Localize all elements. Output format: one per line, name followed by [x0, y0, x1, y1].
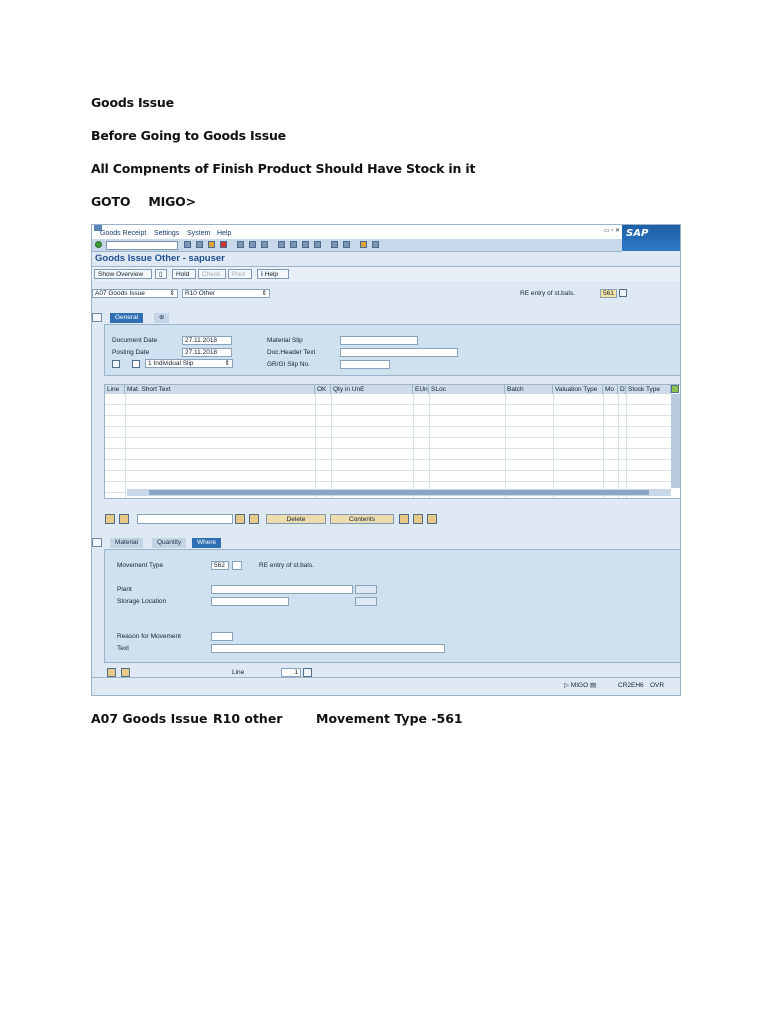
status-bar [92, 677, 680, 696]
page-title: Goods Issue Other - sapuser [95, 253, 225, 264]
column-divider [331, 394, 332, 498]
standard-toolbar [92, 239, 622, 252]
find-next-icon[interactable] [261, 241, 268, 248]
doc-instruction: All Compnents of Finish Product Should Have Stock in it [91, 161, 476, 176]
line-go-icon[interactable] [303, 668, 312, 677]
row-up-icon[interactable] [105, 514, 115, 524]
material-slip-label: Material Slip [267, 337, 303, 344]
slip-type-select[interactable] [145, 359, 233, 368]
doc-goto-tcode: MIGO> [148, 194, 196, 209]
find-icon[interactable] [249, 241, 256, 248]
caption-action: A07 Goods Issue [91, 711, 208, 726]
movement-type-description: RE entry of st.bals. [520, 290, 575, 297]
enter-icon[interactable] [95, 241, 102, 248]
plant-desc-field [355, 585, 377, 594]
col-header-mo[interactable]: Mo [603, 385, 618, 394]
previous-page-icon[interactable] [290, 241, 297, 248]
posting-date-field[interactable]: 27.11.2018 [182, 348, 232, 357]
info-icon: i [261, 271, 263, 278]
check-button[interactable]: Check [198, 269, 226, 279]
details-icon[interactable] [427, 514, 437, 524]
row-down-icon[interactable] [119, 514, 129, 524]
col-header-batch[interactable]: Batch [505, 385, 553, 394]
posting-date-label: Posting Date [112, 349, 150, 356]
status-tcode: ▷ MIGO ▤ [564, 682, 597, 689]
menu-bar [92, 225, 680, 239]
table-row[interactable] [105, 460, 671, 471]
help-button-label: Help [264, 271, 278, 278]
column-divider [626, 394, 627, 498]
search-next-icon[interactable] [235, 514, 245, 524]
doc-header-text-label: Doc.Header Text [267, 349, 316, 356]
column-divider [505, 394, 506, 498]
copy-icon[interactable] [399, 514, 409, 524]
delete-button[interactable]: Delete [266, 514, 326, 524]
next-page-icon[interactable] [302, 241, 309, 248]
doc-header-text-field[interactable] [340, 348, 458, 357]
window-controls-icon[interactable]: ▭ ▫ ✕ [603, 228, 620, 234]
caption-movement-type: Movement Type -561 [316, 711, 463, 726]
col-header-stock-type[interactable]: Stock Type [626, 385, 671, 394]
reference-select[interactable] [182, 289, 270, 298]
document-date-field[interactable]: 27.11.2018 [182, 336, 232, 345]
title-bar [92, 252, 680, 267]
material-slip-field[interactable] [340, 336, 418, 345]
document-date-label: Document Date [112, 337, 158, 344]
column-divider [618, 394, 619, 498]
help-button[interactable] [257, 269, 289, 279]
col-header-mat-short-text[interactable]: Mat. Short Text [125, 385, 315, 394]
table-row[interactable] [105, 416, 671, 427]
caption-reference: R10 other [213, 711, 283, 726]
grgi-slip-field[interactable] [340, 360, 390, 369]
status-tcode-value: MIGO [570, 682, 589, 689]
filter-icon[interactable] [249, 514, 259, 524]
col-header-eun[interactable]: EUn [415, 386, 428, 393]
text-field[interactable] [211, 644, 445, 653]
col-header-line[interactable]: Line [105, 385, 125, 394]
tab-material[interactable]: Material [110, 538, 143, 548]
storage-desc-field [355, 597, 377, 606]
status-server: CR2EH6 [618, 682, 644, 689]
col-header-sloc[interactable]: SLoc [429, 385, 505, 394]
layout-icon[interactable] [372, 241, 379, 248]
text-label: Text [117, 645, 129, 652]
doc-goto-label: GOTO [91, 194, 131, 209]
collapse-detail-icon[interactable] [92, 538, 102, 547]
doc-subheading: Before Going to Goods Issue [91, 128, 286, 143]
document-icon[interactable]: ▯ [155, 269, 167, 279]
print-checkbox[interactable] [132, 360, 140, 368]
menu-settings[interactable]: Settings [154, 230, 180, 237]
column-divider [413, 394, 414, 498]
movement-type-input[interactable]: 562 [211, 561, 229, 570]
table-settings-icon[interactable] [671, 385, 679, 393]
movement-desc: RE entry of st.bals. [259, 562, 314, 569]
doc-heading: Goods Issue [91, 95, 174, 110]
item-table [104, 384, 681, 499]
plant-label: Plant [117, 586, 132, 593]
table-row[interactable] [105, 438, 671, 449]
menu-help[interactable]: Help [217, 230, 232, 237]
action-select[interactable] [92, 289, 178, 298]
movement-indicator-field[interactable] [232, 561, 242, 570]
movement-type-field[interactable]: 561 [600, 289, 617, 298]
sap-logo-text: SAP [626, 228, 649, 239]
reference-select-value: R10 Other [185, 290, 215, 297]
col-header-qty[interactable]: Qty in UnE [331, 385, 413, 394]
document-icon [112, 360, 120, 368]
hold-button[interactable]: Hold [172, 269, 196, 279]
table-row[interactable] [105, 394, 671, 405]
table-row[interactable] [105, 471, 671, 482]
shortcut-icon[interactable] [343, 241, 350, 248]
reason-field[interactable] [211, 632, 233, 641]
table-row[interactable] [105, 427, 671, 438]
table-row[interactable] [105, 449, 671, 460]
item-search-field[interactable] [137, 514, 233, 524]
help-search-icon[interactable] [619, 289, 627, 297]
tab-where[interactable]: Where [192, 538, 221, 548]
status-mode: OVR [650, 682, 665, 689]
col-header-valuation-type[interactable]: Valuation Type [553, 385, 603, 394]
slip-type-value: 1 Individual Slip [148, 360, 194, 367]
cancel-icon[interactable] [220, 241, 227, 248]
action-select-value: A07 Goods Issue [95, 290, 145, 297]
contents-button[interactable]: Contents [330, 514, 394, 524]
movement-type-label: Movement Type [117, 562, 164, 569]
line-next-icon[interactable] [121, 668, 130, 677]
line-field[interactable]: 1 [281, 668, 301, 677]
column-divider [315, 394, 316, 498]
menu-goods-receipt[interactable]: Goods Receipt [100, 230, 147, 237]
tab-general[interactable]: General [110, 313, 143, 323]
col-header-d[interactable]: D [620, 386, 625, 393]
line-prev-icon[interactable] [107, 668, 116, 677]
dropdown-icon: ⇕ [224, 360, 230, 367]
reason-label: Reason for Movement [117, 633, 181, 640]
plant-field[interactable] [211, 585, 353, 594]
last-page-icon[interactable] [314, 241, 321, 248]
grgi-slip-label: GR/GI Slip No. [267, 361, 310, 368]
storage-location-field[interactable] [211, 597, 289, 606]
dropdown-icon: ⇕ [169, 290, 175, 297]
sap-logo [622, 225, 680, 251]
first-page-icon[interactable] [278, 241, 285, 248]
tab-quantity[interactable]: Quantity [152, 538, 186, 548]
storage-location-label: Storage Location [117, 598, 167, 605]
sap-window [91, 224, 681, 696]
col-header-ok[interactable]: OK [315, 385, 331, 394]
menu-system[interactable]: System [187, 230, 211, 237]
column-divider [125, 394, 126, 498]
doc-goto [91, 194, 196, 209]
print-icon[interactable] [237, 241, 244, 248]
back-icon[interactable] [196, 241, 203, 248]
table-row[interactable] [105, 405, 671, 416]
line-label: Line [232, 669, 245, 676]
command-field[interactable] [106, 241, 178, 250]
new-session-icon[interactable] [331, 241, 338, 248]
post-button[interactable]: Post [228, 269, 252, 279]
show-overview-button[interactable]: Show Overview [94, 269, 152, 279]
save-icon[interactable] [184, 241, 191, 248]
collapse-header-icon[interactable] [92, 313, 102, 322]
tab-extra-icon[interactable]: ⊕ [154, 313, 169, 323]
horizontal-scroll-thumb[interactable] [149, 490, 649, 495]
application-toolbar [92, 267, 680, 281]
column-divider [429, 394, 430, 498]
column-divider [603, 394, 604, 498]
exit-icon[interactable] [208, 241, 215, 248]
paste-icon[interactable] [413, 514, 423, 524]
column-divider [553, 394, 554, 498]
help-icon[interactable] [360, 241, 367, 248]
dropdown-icon: ⇕ [261, 290, 267, 297]
vertical-scrollbar[interactable] [671, 394, 680, 488]
